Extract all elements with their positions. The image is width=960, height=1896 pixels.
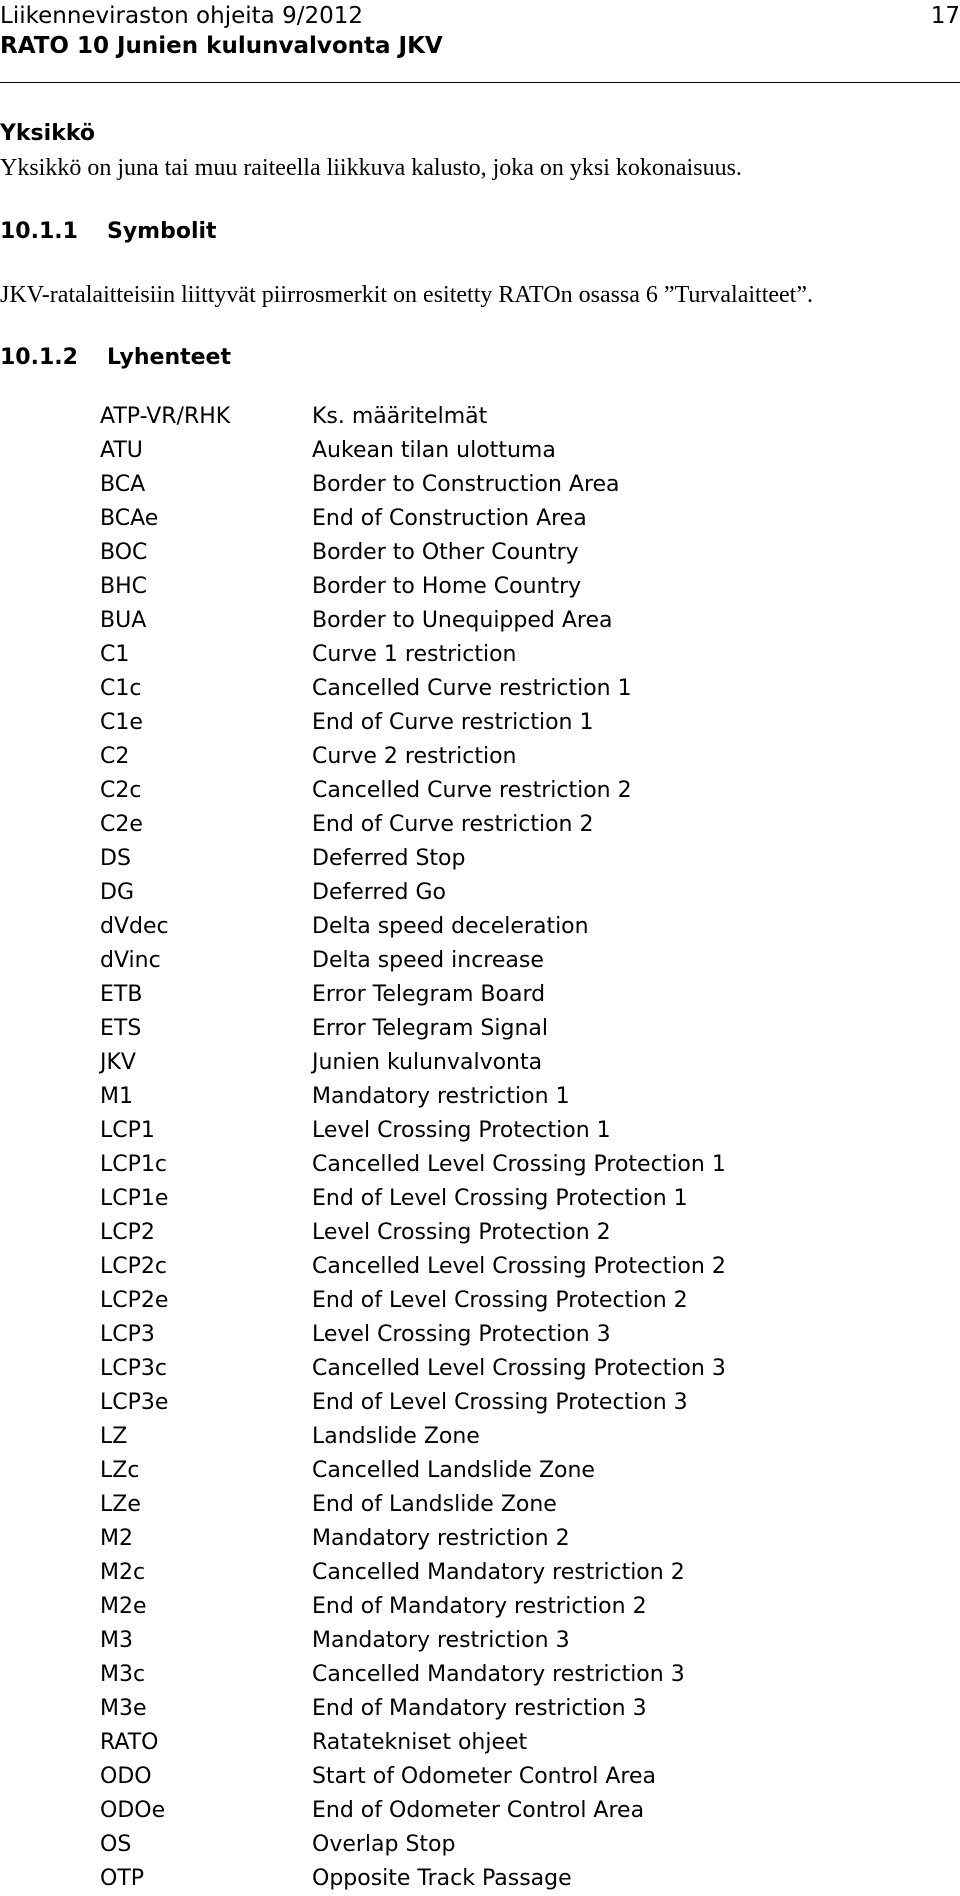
abbreviation-description: Overlap Stop — [312, 1832, 456, 1857]
symbols-section-number: 10.1.1 — [0, 219, 78, 244]
abbreviation-row — [100, 638, 940, 672]
abbreviation-code: LCP3 — [100, 1322, 155, 1347]
abbreviation-description: Cancelled Level Crossing Protection 2 — [312, 1254, 726, 1279]
abbreviation-code: LCP2e — [100, 1288, 169, 1313]
abbreviation-row — [100, 1692, 940, 1726]
abbreviation-row — [100, 1080, 940, 1114]
abbreviation-description: End of Level Crossing Protection 1 — [312, 1186, 688, 1211]
abbreviation-code: C1e — [100, 710, 143, 735]
abbreviation-row — [100, 1760, 940, 1794]
abbreviation-code: C2c — [100, 778, 142, 803]
abbreviation-row — [100, 1318, 940, 1352]
abbreviation-code: ATU — [100, 438, 143, 463]
publication-title: Liikenneviraston ohjeita 9/2012 — [0, 3, 363, 29]
abbreviation-row — [100, 1420, 940, 1454]
abbreviation-row — [100, 1182, 940, 1216]
unit-definition: Yksikkö on juna tai muu raiteella liikkuva kalusto, joka on yksi kokonaisuus. — [0, 155, 742, 181]
abbreviation-code: M2 — [100, 1526, 133, 1551]
abbreviation-row — [100, 434, 940, 468]
abbreviations-section-title: Lyhenteet — [107, 345, 231, 370]
abbreviation-description: Mandatory restriction 1 — [312, 1084, 570, 1109]
abbreviation-row — [100, 502, 940, 536]
abbreviation-row — [100, 1624, 940, 1658]
abbreviation-code: LCP1c — [100, 1152, 167, 1177]
abbreviation-row — [100, 1250, 940, 1284]
header-divider — [0, 82, 960, 83]
abbreviation-description: Curve 2 restriction — [312, 744, 517, 769]
abbreviation-description: Deferred Stop — [312, 846, 466, 871]
abbreviation-row — [100, 468, 940, 502]
page-header — [0, 0, 960, 84]
abbreviation-code: OS — [100, 1832, 132, 1857]
abbreviation-row — [100, 672, 940, 706]
abbreviation-row — [100, 774, 940, 808]
abbreviation-code: BHC — [100, 574, 147, 599]
abbreviation-code: ODO — [100, 1764, 152, 1789]
abbreviation-row — [100, 944, 940, 978]
abbreviation-code: ETS — [100, 1016, 142, 1041]
abbreviation-code: LZ — [100, 1424, 128, 1449]
abbreviation-code: DS — [100, 846, 131, 871]
abbreviation-description: End of Curve restriction 1 — [312, 710, 594, 735]
abbreviation-code: M3 — [100, 1628, 133, 1653]
abbreviation-description: Cancelled Mandatory restriction 2 — [312, 1560, 685, 1585]
abbreviation-description: Ks. määritelmät — [312, 404, 488, 429]
abbreviation-code: ATP-VR/RHK — [100, 404, 231, 429]
abbreviation-description: Cancelled Landslide Zone — [312, 1458, 595, 1483]
abbreviation-code: BCA — [100, 472, 146, 497]
abbreviation-code: BOC — [100, 540, 148, 565]
abbreviation-list — [100, 400, 940, 1896]
abbreviation-description: Landslide Zone — [312, 1424, 480, 1449]
abbreviation-row — [100, 706, 940, 740]
symbols-section-title: Symbolit — [107, 219, 217, 244]
abbreviations-section-number: 10.1.2 — [0, 345, 78, 370]
abbreviation-description: Cancelled Curve restriction 1 — [312, 676, 632, 701]
abbreviation-row — [100, 1046, 940, 1080]
abbreviation-row — [100, 1114, 940, 1148]
abbreviation-description: End of Curve restriction 2 — [312, 812, 594, 837]
abbreviation-code: C2 — [100, 744, 130, 769]
abbreviation-code: M2c — [100, 1560, 146, 1585]
abbreviation-row — [100, 1284, 940, 1318]
abbreviation-description: Border to Unequipped Area — [312, 608, 613, 633]
abbreviation-description: End of Level Crossing Protection 3 — [312, 1390, 688, 1415]
abbreviation-description: Border to Construction Area — [312, 472, 620, 497]
abbreviation-code: dVinc — [100, 948, 161, 973]
abbreviation-code: ETB — [100, 982, 143, 1007]
abbreviation-description: End of Level Crossing Protection 2 — [312, 1288, 688, 1313]
abbreviation-row — [100, 1556, 940, 1590]
abbreviation-code: DG — [100, 880, 134, 905]
abbreviation-row — [100, 1386, 940, 1420]
abbreviation-code: C1c — [100, 676, 142, 701]
abbreviation-row — [100, 1828, 940, 1862]
abbreviation-description: Cancelled Curve restriction 2 — [312, 778, 632, 803]
abbreviation-description: Opposite Track Passage — [312, 1866, 572, 1891]
abbreviation-code: LCP2c — [100, 1254, 167, 1279]
abbreviation-row — [100, 910, 940, 944]
page-number: 17 — [930, 3, 960, 29]
abbreviation-code: JKV — [100, 1050, 136, 1075]
abbreviation-code: C1 — [100, 642, 130, 667]
abbreviation-row — [100, 1522, 940, 1556]
abbreviation-code: RATO — [100, 1730, 159, 1755]
abbreviation-row — [100, 1726, 940, 1760]
abbreviation-row — [100, 1794, 940, 1828]
abbreviation-description: Curve 1 restriction — [312, 642, 517, 667]
abbreviation-row — [100, 1148, 940, 1182]
abbreviation-code: BUA — [100, 608, 147, 633]
abbreviation-code: OTP — [100, 1866, 145, 1891]
abbreviation-row — [100, 740, 940, 774]
abbreviation-description: End of Mandatory restriction 2 — [312, 1594, 647, 1619]
abbreviation-code: LCP2 — [100, 1220, 155, 1245]
abbreviation-code: dVdec — [100, 914, 169, 939]
abbreviation-code: BCAe — [100, 506, 159, 531]
abbreviation-code: LZe — [100, 1492, 141, 1517]
abbreviation-description: Cancelled Level Crossing Protection 1 — [312, 1152, 726, 1177]
abbreviation-description: End of Mandatory restriction 3 — [312, 1696, 647, 1721]
abbreviation-code: LZc — [100, 1458, 140, 1483]
abbreviation-row — [100, 876, 940, 910]
abbreviation-description: Border to Home Country — [312, 574, 582, 599]
abbreviation-description: End of Landslide Zone — [312, 1492, 557, 1517]
abbreviation-row — [100, 1590, 940, 1624]
abbreviation-code: M1 — [100, 1084, 133, 1109]
abbreviation-description: Error Telegram Signal — [312, 1016, 548, 1041]
abbreviation-description: Delta speed increase — [312, 948, 544, 973]
abbreviation-row — [100, 604, 940, 638]
abbreviation-description: Level Crossing Protection 2 — [312, 1220, 611, 1245]
abbreviation-description: Level Crossing Protection 3 — [312, 1322, 611, 1347]
abbreviation-row — [100, 1658, 940, 1692]
abbreviation-row — [100, 536, 940, 570]
abbreviation-code: M2e — [100, 1594, 147, 1619]
abbreviation-description: Cancelled Mandatory restriction 3 — [312, 1662, 685, 1687]
abbreviation-description: End of Odometer Control Area — [312, 1798, 645, 1823]
document-subtitle: RATO 10 Junien kulunvalvonta JKV — [0, 33, 443, 59]
abbreviation-row — [100, 808, 940, 842]
abbreviation-code: LCP1e — [100, 1186, 169, 1211]
unit-heading: Yksikkö — [0, 121, 95, 146]
abbreviation-row — [100, 1216, 940, 1250]
abbreviation-code: M3c — [100, 1662, 146, 1687]
abbreviation-row — [100, 1454, 940, 1488]
abbreviation-description: Border to Other Country — [312, 540, 579, 565]
abbreviation-row — [100, 400, 940, 434]
abbreviation-description: Mandatory restriction 3 — [312, 1628, 570, 1653]
abbreviation-description: Start of Odometer Control Area — [312, 1764, 656, 1789]
abbreviation-code: LCP1 — [100, 1118, 155, 1143]
abbreviation-description: Aukean tilan ulottuma — [312, 438, 556, 463]
abbreviation-description: Error Telegram Board — [312, 982, 546, 1007]
abbreviation-code: C2e — [100, 812, 143, 837]
abbreviation-description: Mandatory restriction 2 — [312, 1526, 570, 1551]
abbreviation-row — [100, 1862, 940, 1896]
abbreviation-code: ODOe — [100, 1798, 166, 1823]
symbols-paragraph: JKV-ratalaitteisiin liittyvät piirrosmerkit on esitetty RATOn osassa 6 ”Turvalaitteet”. — [0, 282, 813, 308]
abbreviation-row — [100, 1488, 940, 1522]
abbreviation-code: LCP3e — [100, 1390, 169, 1415]
abbreviation-description: Junien kulunvalvonta — [312, 1050, 543, 1075]
abbreviation-row — [100, 842, 940, 876]
abbreviation-code: LCP3c — [100, 1356, 167, 1381]
abbreviation-description: Delta speed deceleration — [312, 914, 589, 939]
abbreviation-row — [100, 1352, 940, 1386]
abbreviation-description: Level Crossing Protection 1 — [312, 1118, 611, 1143]
abbreviation-description: End of Construction Area — [312, 506, 587, 531]
abbreviation-description: Deferred Go — [312, 880, 446, 905]
abbreviation-description: Cancelled Level Crossing Protection 3 — [312, 1356, 726, 1381]
abbreviation-description: Ratatekniset ohjeet — [312, 1730, 528, 1755]
abbreviation-code: M3e — [100, 1696, 147, 1721]
abbreviation-row — [100, 978, 940, 1012]
abbreviation-row — [100, 1012, 940, 1046]
abbreviation-row — [100, 570, 940, 604]
